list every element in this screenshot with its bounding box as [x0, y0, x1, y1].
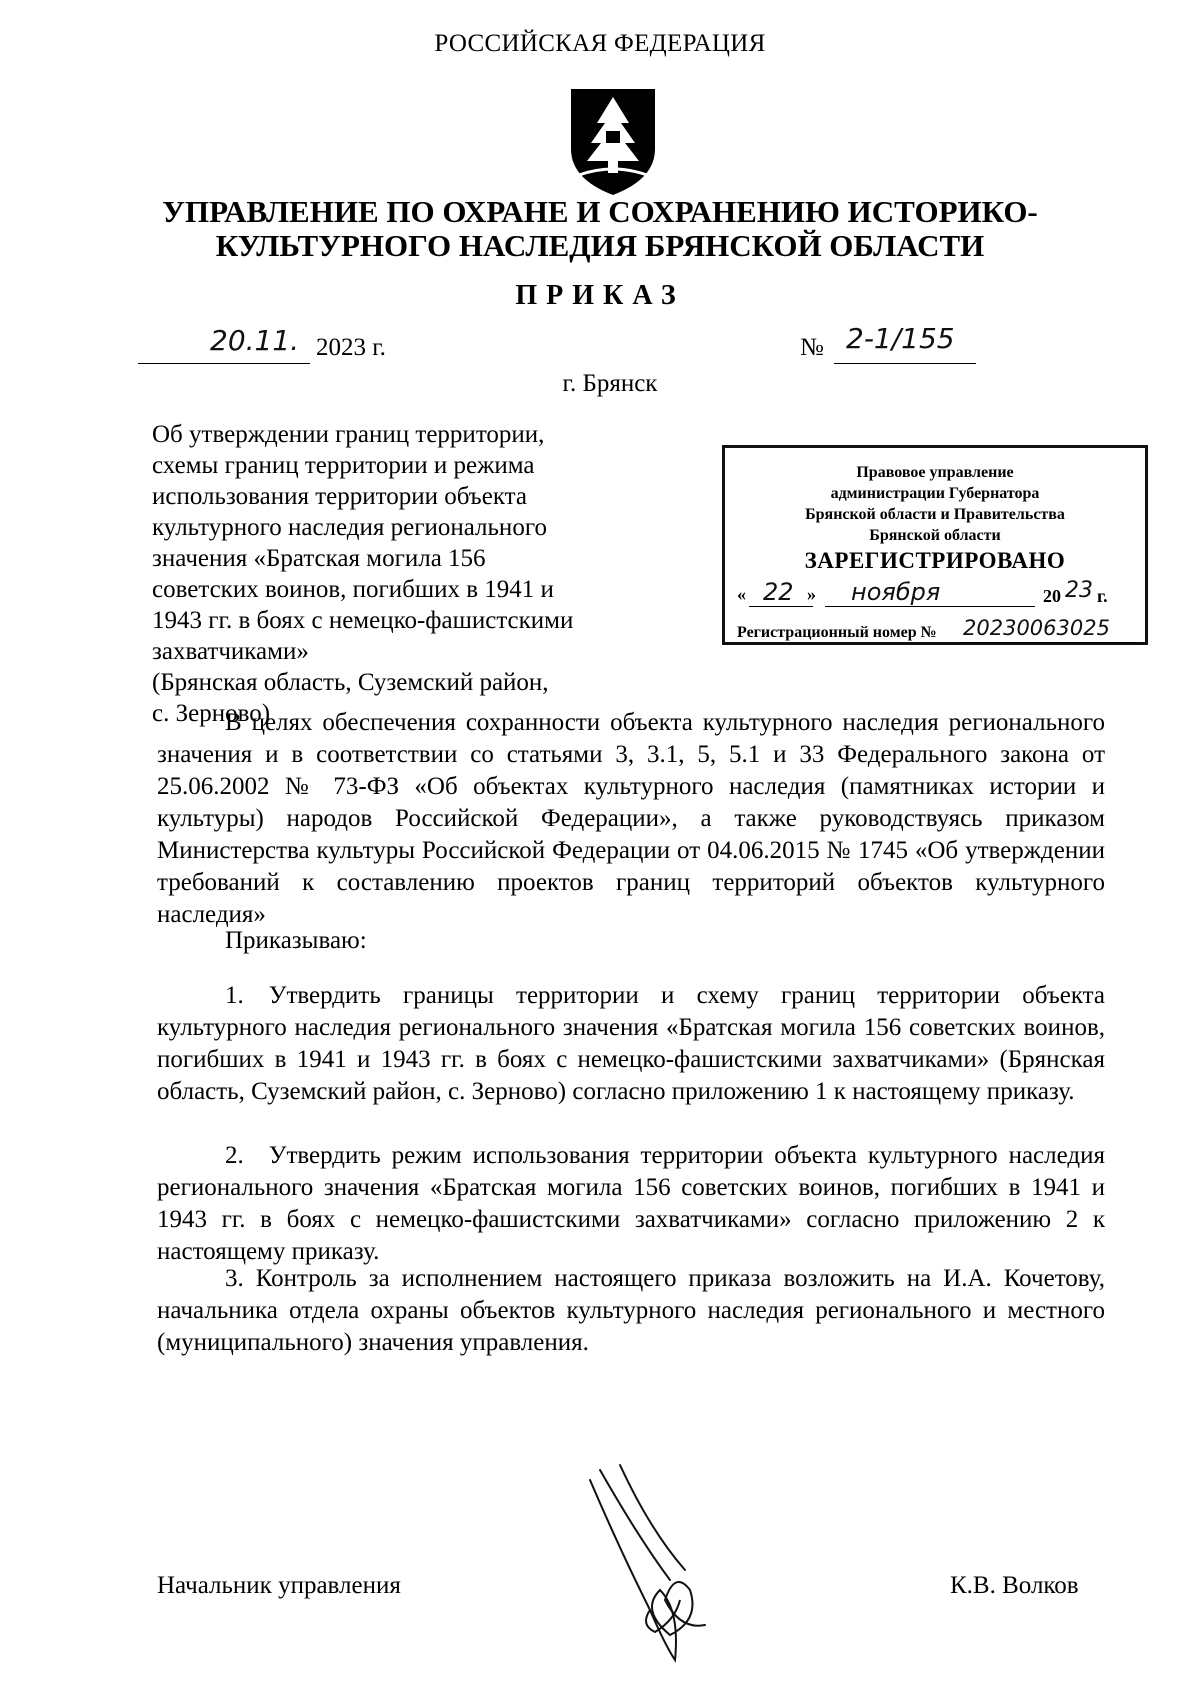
subject-line: культурного наследия регионального: [152, 514, 547, 541]
subject-line: (Брянская область, Суземский район,: [152, 669, 549, 696]
subject-line: Об утверждении границ территории,: [152, 421, 545, 448]
subject-line: использования территории объекта: [152, 483, 527, 510]
agency-title-line2: КУЛЬТУРНОГО НАСЛЕДИЯ БРЯНСКОЙ ОБЛАСТИ: [215, 228, 985, 263]
preamble-paragraph: В целях обеспечения сохранности объекта культурного наследия регионального значения и в соответствии со статьями 3, 3.1, 5, 5.1 и 33 Федерального закона от 25.06.2002 № 73-ФЗ «Об объектах культурного наследия (памятниках истории и культуры) народов Российской Федерации», а также руководствуясь приказом Министерства культуры Российской Федерации от 04.06.2015 № 1745 «Об утверждении требований к составлению проектов границ территорий объектов культурного наследия»: [157, 709, 1105, 928]
stamp-registered: ЗАРЕГИСТРИРОВАНО: [804, 548, 1066, 573]
stamp-reg-label: Регистрационный номер №: [737, 624, 937, 641]
registration-stamp: [722, 445, 1148, 645]
order-item-2: 2. Утвердить режим использования территории объекта культурного наследия регионального значения «Братская могила 156 советских воинов, погибших в 1941 и 1943 гг. в боях с немецко-фашистскими захватчиками» согласно приложению 2 к настоящему приказу.: [157, 1142, 1105, 1265]
stamp-year-label: г.: [1097, 586, 1108, 606]
coat-of-arms-emblem: [565, 87, 661, 197]
document-type: ПРИКАЗ: [515, 280, 685, 311]
subject-line: с. Зерново): [152, 700, 271, 727]
stamp-line4: Брянской области: [869, 527, 1001, 544]
city: г. Брянск: [562, 370, 658, 397]
stamp-year-handwritten: 23: [1065, 578, 1093, 603]
subject-line: схемы границ территории и режима: [152, 452, 535, 479]
number-field: [834, 322, 976, 364]
date-field: [138, 324, 310, 364]
signatory-position: Начальник управления: [157, 1572, 401, 1599]
year-label: 2023 г.: [316, 334, 386, 361]
stamp-date-row: « 22 » ноября 20 23 г.: [737, 578, 1108, 606]
stamp-day-handwritten: 22: [763, 578, 794, 606]
stamp-line3: Брянской области и Правительства: [805, 506, 1065, 523]
stamp-reg-row: [725, 616, 1145, 646]
subject-line: захватчиками»: [152, 638, 309, 665]
stamp-year-prefix: 20: [1043, 586, 1061, 606]
subject-line: 1943 гг. в боях с немецко-фашистскими: [152, 607, 574, 634]
subject-line: значения «Братская могила 156: [152, 545, 486, 572]
subject-line: советских воинов, погибших в 1941 и: [152, 576, 554, 603]
order-item-1: 1. Утвердить границы территории и схему границ территории объекта культурного наследия регионального значения «Братская могила 156 советских воинов, погибших в 1941 и 1943 гг. в боях с немецко-фашистскими захватчиками» (Брянская область, Суземский район, с. Зерново) согласно приложению 1 к настоящему приказу.: [157, 982, 1105, 1105]
order-word: Приказываю:: [225, 927, 367, 954]
number-handwritten: 2-1/155: [846, 322, 955, 355]
stamp-month-handwritten: ноября: [851, 578, 941, 606]
country-heading: РОССИЙСКАЯ ФЕДЕРАЦИЯ: [434, 30, 766, 57]
order-subject: [152, 419, 652, 729]
agency-title: [100, 195, 1100, 263]
agency-title-line1: УПРАВЛЕНИЕ ПО ОХРАНЕ И СОХРАНЕНИЮ ИСТОРИКО-: [162, 194, 1038, 229]
stamp-line2: администрации Губернатора: [830, 485, 1040, 502]
stamp-line1: Правовое управление: [856, 464, 1014, 481]
date-handwritten: 20.11.: [210, 324, 300, 357]
order-item-3: 3. Контроль за исполнением настоящего приказа возложить на И.А. Кочетову, начальника отдела охраны объектов культурного наследия регионального и местного (муниципального) значения управления.: [157, 1265, 1105, 1356]
number-label: №: [800, 334, 824, 361]
handwritten-signature: [580, 1460, 740, 1680]
signatory-name: К.В. Волков: [950, 1572, 1079, 1599]
stamp-reg-number-handwritten: 20230063025: [963, 616, 1110, 640]
